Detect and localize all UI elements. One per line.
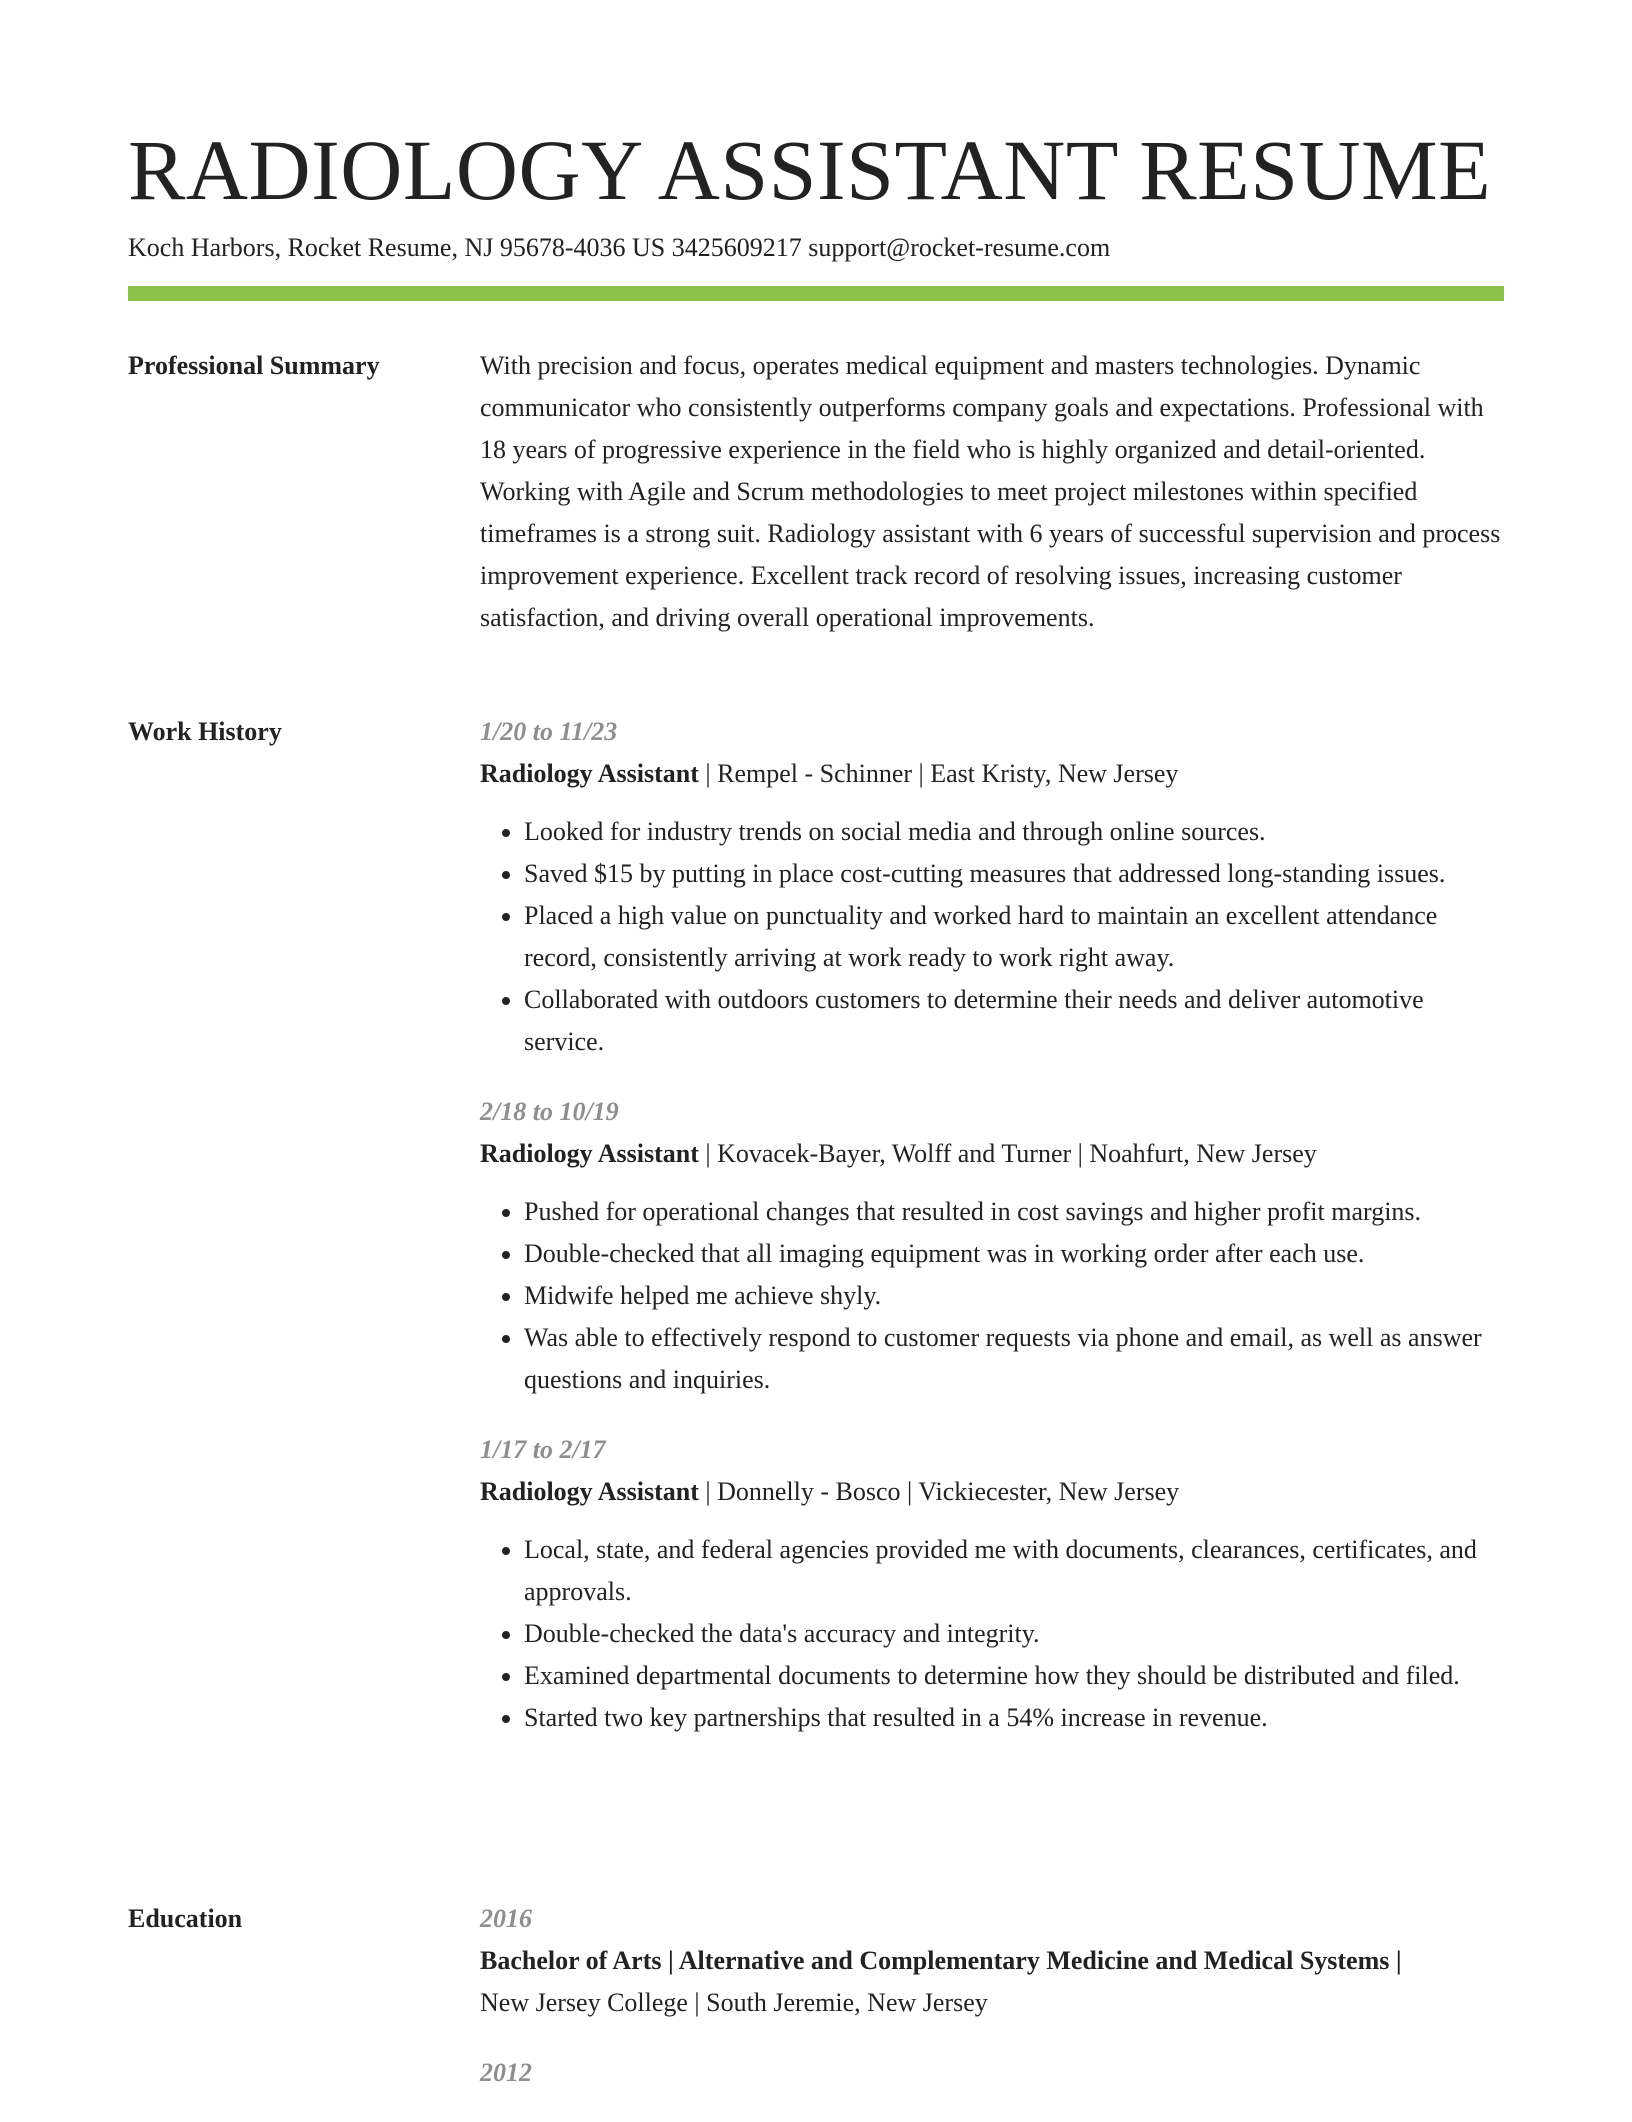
work-history-heading: Work History — [128, 717, 282, 746]
job-bullet: • Double-checked the data's accuracy and integrity. — [524, 1613, 1504, 1655]
job-bullet: • Started two key partnerships that resulted in a 54% increase in revenue. — [524, 1697, 1504, 1739]
job-details: | Rempel - Schinner | East Kristy, New Jersey — [698, 759, 1179, 788]
job-entry — [480, 1429, 1504, 1739]
job-title-line — [480, 1471, 1504, 1513]
resume-title: RADIOLOGY ASSISTANT RESUME — [128, 122, 1492, 218]
job-bullet: • Saved $15 by putting in place cost-cutting measures that addressed long-standing issues. — [524, 853, 1504, 895]
job-bullet: • Local, state, and federal agencies provided me with documents, clearances, certificates, and approvals. — [524, 1529, 1504, 1613]
job-details: | Kovacek-Bayer, Wolff and Turner | Noahfurt, New Jersey — [698, 1139, 1317, 1168]
job-role: Radiology Assistant — [480, 1139, 699, 1168]
job-role: Radiology Assistant — [480, 759, 699, 788]
job-bullet: • Was able to effectively respond to customer requests via phone and email, as well as answer questions and inquiries. — [524, 1317, 1504, 1401]
job-title-line — [480, 1133, 1504, 1175]
job-bullets — [480, 811, 1504, 1063]
summary-text: With precision and focus, operates medical equipment and masters technologies. Dynamic communicator who consistently outperforms company goals and expectations. Professional with 18 years of progressive experience in the field who is highly organized and detail-oriented. Working with Agile and Scrum methodologies to meet project milestones within specified timeframes is a strong suit. Radiology assistant with 6 years of successful supervision and process improvement experience. Excellent track record of resolving issues, increasing customer satisfaction, and driving overall operational improvements. — [480, 351, 1501, 632]
job-entry — [480, 1091, 1504, 1401]
school-details: New Jersey College | South Jeremie, New Jersey — [480, 1988, 988, 2017]
degree-name: Bachelor of Arts | Alternative and Complementary Medicine and Medical Systems | — [480, 1946, 1402, 1975]
education-degree-line — [480, 1940, 1504, 2024]
job-dates: 2/18 to 10/19 — [480, 1097, 619, 1126]
education-entry — [480, 2052, 1504, 2094]
job-dates: 1/20 to 11/23 — [480, 717, 618, 746]
job-bullet: • Placed a high value on punctuality and worked hard to maintain an excellent attendance record, consistently arriving at work ready to work right away. — [524, 895, 1504, 979]
job-bullet: • Collaborated with outdoors customers to determine their needs and deliver automotive service. — [524, 979, 1504, 1063]
education-body — [480, 1898, 1504, 2122]
job-bullet: • Pushed for operational changes that resulted in cost savings and higher profit margins. — [524, 1191, 1504, 1233]
job-bullet: • Examined departmental documents to determine how they should be distributed and filed. — [524, 1655, 1504, 1697]
summary-body — [480, 345, 1504, 639]
job-bullet: • Looked for industry trends on social media and through online sources. — [524, 811, 1504, 853]
job-bullets — [480, 1191, 1504, 1401]
job-bullet: • Midwife helped me achieve shyly. — [524, 1275, 1504, 1317]
job-details: | Donnelly - Bosco | Vickiecester, New Jersey — [698, 1477, 1180, 1506]
job-entry — [480, 711, 1504, 1063]
work-history-body — [480, 711, 1504, 1767]
contact-info: Koch Harbors, Rocket Resume, NJ 95678-4036 US 3425609217 support@rocket-resume.com — [128, 233, 1111, 262]
education-entry — [480, 1898, 1504, 2024]
job-bullet: • Double-checked that all imaging equipment was in working order after each use. — [524, 1233, 1504, 1275]
accent-divider — [128, 286, 1504, 301]
education-year: 2012 — [480, 2058, 532, 2087]
job-role: Radiology Assistant — [480, 1477, 699, 1506]
education-heading: Education — [128, 1904, 243, 1933]
job-title-line — [480, 753, 1504, 795]
job-bullets — [480, 1529, 1504, 1739]
summary-heading: Professional Summary — [128, 351, 380, 380]
education-year: 2016 — [480, 1904, 532, 1933]
job-dates: 1/17 to 2/17 — [480, 1435, 606, 1464]
